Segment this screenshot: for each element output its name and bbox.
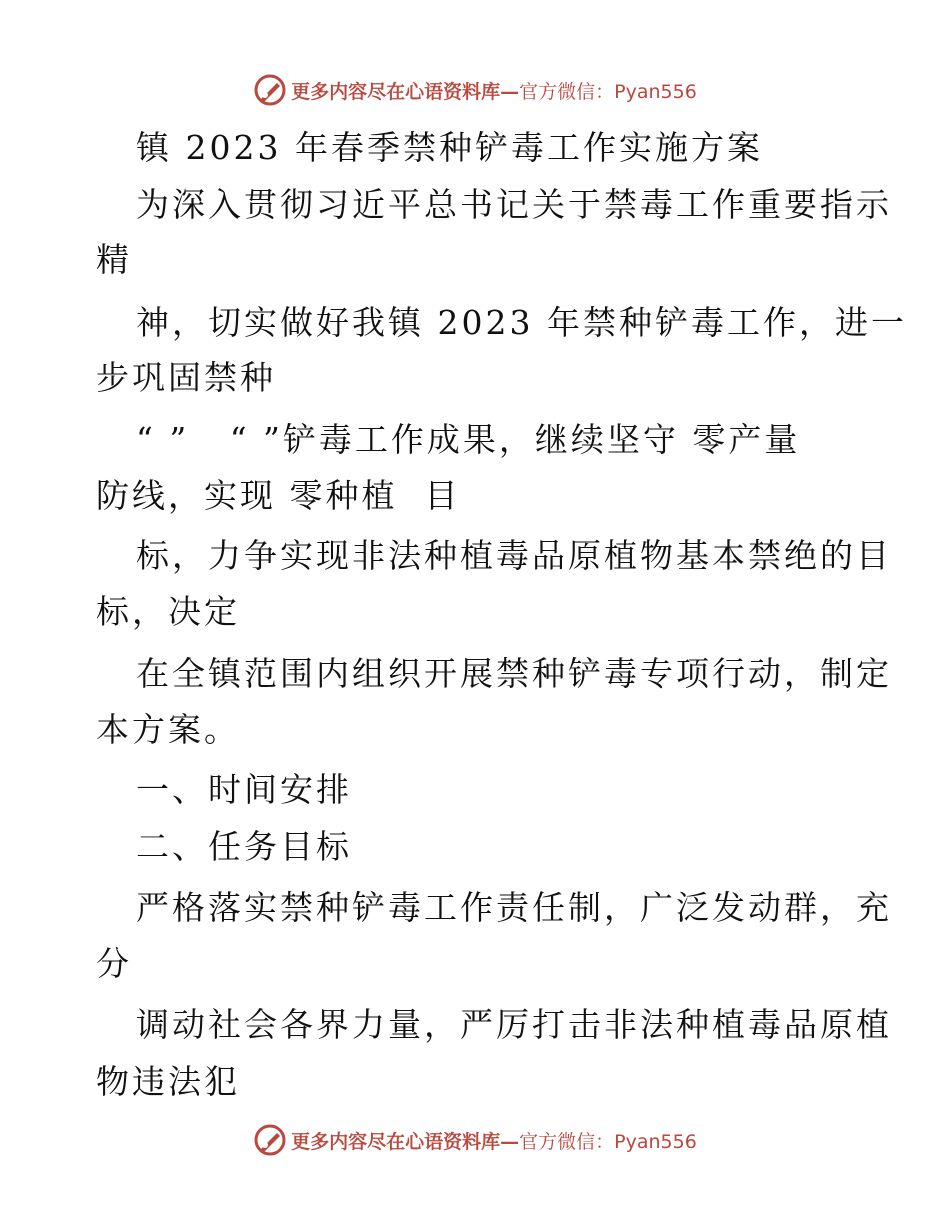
paragraph-line: 物违法犯	[96, 1062, 240, 1101]
doc-title: 镇 2023 年春季禁种铲毒工作实施方案	[136, 128, 763, 167]
paragraph-line: 在全镇范围内组织开展禁种铲毒专项行动，制定	[136, 654, 892, 693]
paragraph-line: 调动社会各界力量，严厉打击非法种植毒品原植	[136, 1005, 892, 1044]
header-banner	[0, 70, 950, 110]
paragraph-line: 标，力争实现非法种植毒品原植物基本禁绝的目	[136, 536, 892, 575]
section-heading: 一、时间安排	[136, 770, 352, 809]
paragraph-line: 神，切实做好我镇 2023 年禁种铲毒工作，进一	[136, 303, 907, 342]
pen-logo-icon	[253, 73, 287, 107]
paragraph-line: 分	[96, 944, 132, 983]
paragraph-line: 标，决定	[96, 592, 240, 631]
paragraph-line: 严格落实禁种铲毒工作责任制，广泛发动群，充	[136, 888, 892, 927]
paragraph-line: 本方案。	[96, 710, 240, 749]
pen-logo-icon	[253, 1123, 287, 1157]
banner-wechat-text: 官方微信：Pyan556	[519, 1130, 697, 1153]
paragraph-line: 精	[96, 240, 132, 279]
paragraph-line: 步巩固禁种	[96, 358, 276, 397]
banner-wechat-text: 官方微信：Pyan556	[519, 80, 697, 103]
banner-site-text: 更多内容尽在心语资料库—	[291, 1130, 520, 1153]
footer-banner	[0, 1120, 950, 1160]
banner-site-text: 更多内容尽在心语资料库—	[291, 80, 520, 103]
section-heading: 二、任务目标	[136, 827, 352, 866]
paragraph-line: 为深入贯彻习近平总书记关于禁毒工作重要指示	[136, 185, 892, 224]
paragraph-line: “ ” “ ”铲毒工作成果，继续坚守 零产量	[136, 420, 801, 459]
paragraph-line: 防线，实现 零种植 目	[96, 476, 461, 515]
